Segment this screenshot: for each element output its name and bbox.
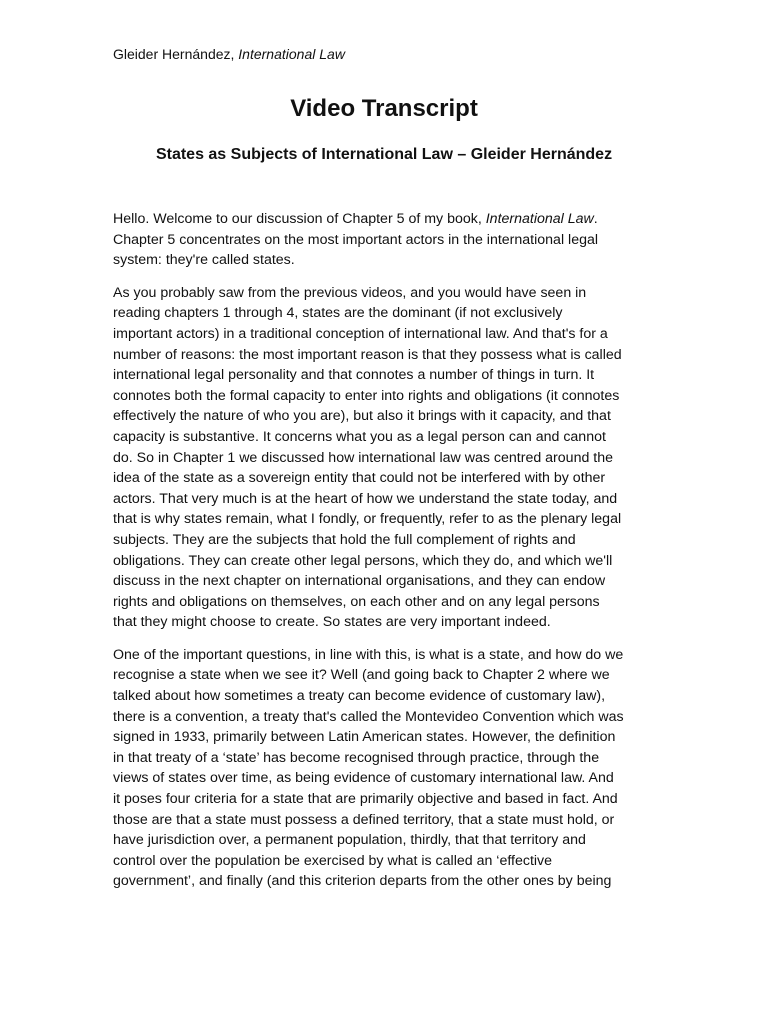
line-text: Hello. Welcome to our discussion of Chapter 5 of my book, bbox=[113, 211, 486, 227]
document-title: Video Transcript bbox=[290, 95, 478, 122]
text-line bbox=[113, 592, 658, 613]
text-line bbox=[113, 365, 658, 386]
line-text: subjects. They are the subjects that hold the full complement of rights and bbox=[113, 531, 576, 548]
emphasized-text: International Law bbox=[485, 211, 594, 227]
line-text: idea of the state as a sovereign entity that could not be interfered with by other bbox=[113, 470, 606, 487]
text-line bbox=[113, 345, 658, 366]
line-text: there is a convention, a treaty that's called the Montevideo Convention which was bbox=[113, 708, 624, 725]
line-text: rights and obligations on themselves, on each other and on any legal persons bbox=[113, 593, 600, 610]
text-line bbox=[113, 530, 658, 551]
text-line bbox=[113, 748, 658, 769]
header-author: Gleider Hernández, bbox=[113, 46, 239, 62]
line-text: those are that a state must possess a defined territory, that a state must hold, or bbox=[113, 811, 615, 828]
line-text: reading chapters 1 through 4, states are the dominant (if not exclusively bbox=[113, 305, 563, 322]
line-text: in that treaty of a ‘state’ has become recognised through practice, through the bbox=[113, 749, 600, 766]
line-text: actors. That very much is at the heart of how we understand the state today, and bbox=[113, 490, 618, 507]
text-line bbox=[113, 448, 658, 469]
line-text: government’, and finally (and this criterion departs from the other ones by being bbox=[113, 873, 612, 890]
text-line bbox=[113, 645, 658, 666]
line-text: discuss in the next chapter on international organisations, and they can endow bbox=[113, 573, 606, 590]
line-text: talked about how sometimes a treaty can become evidence of customary law), bbox=[113, 688, 606, 705]
text-line bbox=[113, 686, 658, 707]
line-text: international legal personality and that connotes a number of things in turn. It bbox=[113, 367, 595, 384]
text-line bbox=[113, 509, 658, 530]
text-line bbox=[113, 468, 658, 489]
line-text: As you probably saw from the previous videos, and you would have seen in bbox=[113, 284, 587, 301]
text-line bbox=[113, 707, 658, 728]
text-line bbox=[113, 612, 658, 633]
line-text: recognise a state when we see it? Well (and going back to Chapter 2 where we bbox=[113, 667, 610, 684]
transcript-paragraph bbox=[113, 645, 658, 892]
text-line bbox=[113, 489, 658, 510]
text-line bbox=[113, 871, 658, 892]
line-text: have jurisdiction over, a permanent population, thirdly, that that territory and bbox=[113, 832, 586, 849]
line-text: that they might choose to create. So states are very important indeed. bbox=[113, 614, 551, 631]
text-line bbox=[113, 768, 658, 789]
line-text-tail: . bbox=[593, 211, 598, 227]
header-book-title: International Law bbox=[238, 46, 345, 62]
text-line bbox=[113, 324, 658, 345]
text-line bbox=[113, 250, 658, 271]
text-line bbox=[113, 830, 658, 851]
line-text: it poses four criteria for a state that are primarily objective and based in fact. And bbox=[113, 791, 618, 808]
text-line bbox=[113, 727, 658, 748]
text-line bbox=[113, 571, 658, 592]
line-text: capacity is substantive. It concerns what you as a legal person can and cannot bbox=[113, 428, 606, 445]
line-text: do. So in Chapter 1 we discussed how international law was centred around the bbox=[113, 449, 614, 466]
line-text: important actors) in a traditional conception of international law. And that's for a bbox=[113, 325, 608, 342]
text-line bbox=[113, 303, 658, 324]
line-text: that is why states remain, what I fondly, or frequently, refer to as the plenary legal bbox=[113, 511, 622, 528]
line-text: number of reasons: the most important reason is that they possess what is called bbox=[113, 346, 622, 363]
text-line bbox=[113, 810, 658, 831]
text-line bbox=[113, 789, 658, 810]
text-line bbox=[113, 851, 658, 872]
transcript-paragraph bbox=[113, 209, 658, 271]
line-text: effectively the nature of who you are), but also it brings with it capacity, and that bbox=[113, 408, 611, 425]
line-text: obligations. They can create other legal persons, which they do, and which we'll bbox=[113, 552, 613, 569]
document-subtitle: States as Subjects of International Law – Gleider Hernández bbox=[155, 146, 613, 163]
text-line bbox=[113, 665, 658, 686]
transcript-body bbox=[113, 209, 658, 904]
text-line bbox=[113, 551, 658, 572]
line-text: control over the population be exercised by what is called an ‘effective bbox=[113, 852, 553, 869]
text-line bbox=[113, 230, 658, 251]
line-text: connotes both the formal capacity to enter into rights and obligations (it connotes bbox=[113, 387, 620, 404]
running-header bbox=[113, 45, 345, 63]
transcript-paragraph bbox=[113, 283, 658, 633]
line-text: system: they're called states. bbox=[113, 252, 295, 269]
text-line bbox=[113, 209, 658, 230]
line-text: Chapter 5 concentrates on the most important actors in the international legal bbox=[113, 231, 599, 248]
text-line bbox=[113, 283, 658, 304]
line-text: signed in 1933, primarily between Latin American states. However, the definition bbox=[113, 729, 616, 746]
text-line bbox=[113, 427, 658, 448]
text-line bbox=[113, 386, 658, 407]
line-text: One of the important questions, in line with this, is what is a state, and how do we bbox=[113, 646, 624, 663]
text-line bbox=[113, 406, 658, 427]
line-text: views of states over time, as being evidence of customary international law. And bbox=[113, 770, 614, 787]
